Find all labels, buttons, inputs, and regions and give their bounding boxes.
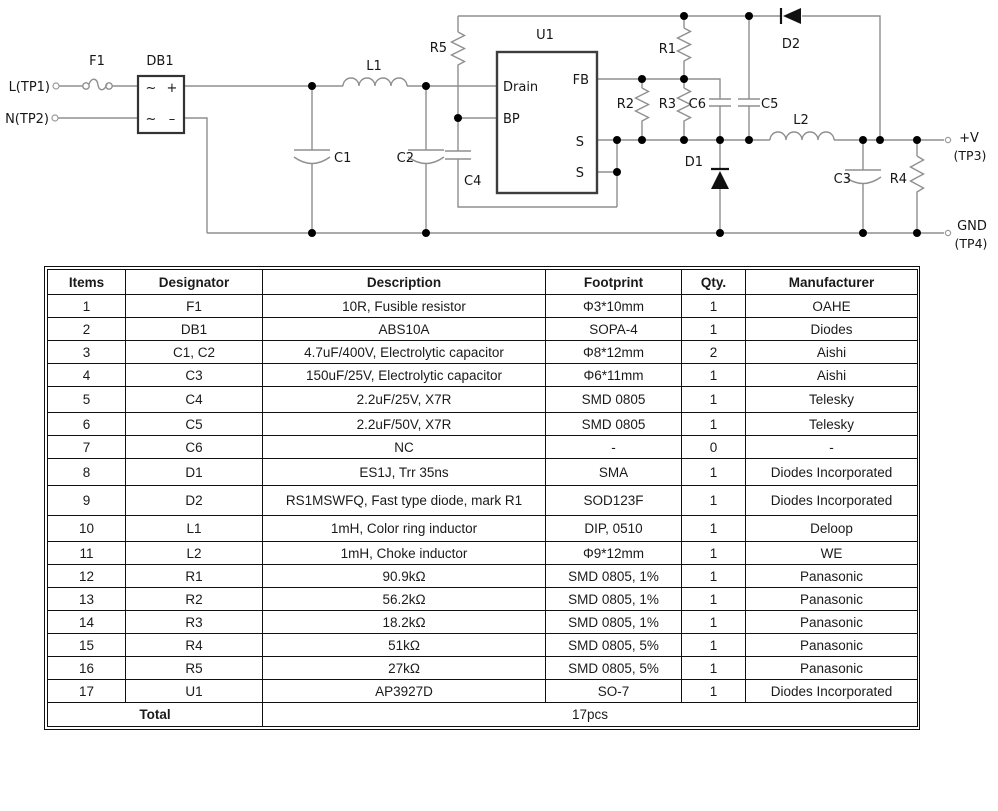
u1-pin-bp: BP (503, 112, 520, 127)
bom-cell: 3 (48, 341, 126, 364)
bom-cell: F1 (126, 295, 263, 318)
label-l1: L1 (366, 59, 382, 74)
diode-d1-symbol (711, 169, 729, 189)
capacitor-c5-symbol (738, 99, 760, 106)
bom-cell: SMD 0805, 5% (546, 634, 682, 657)
bom-table (47, 269, 918, 727)
circuit-schematic (0, 0, 998, 268)
bom-cell: 13 (48, 588, 126, 611)
bom-cell: OAHE (746, 295, 918, 318)
bom-cell: 1 (682, 565, 746, 588)
junction-dot (859, 229, 867, 237)
table-row (48, 588, 918, 611)
bom-cell: NC (263, 436, 546, 459)
col-header-footprint: Footprint (546, 270, 682, 295)
bom-cell: 2.2uF/50V, X7R (263, 413, 546, 436)
schematic-canvas (0, 0, 998, 263)
db1-minus-mark: – (168, 112, 176, 127)
terminal-tp4 (945, 230, 950, 235)
label-tp3: (TP3) (953, 148, 987, 163)
junction-dot (422, 229, 430, 237)
table-row (48, 542, 918, 565)
fuse-f1-symbol (83, 79, 112, 90)
terminal-tp1 (53, 83, 59, 89)
col-header-qty: Qty. (682, 270, 746, 295)
label-gnd: GND (957, 219, 987, 234)
junction-dot (308, 229, 316, 237)
total-row (48, 703, 918, 727)
label-c5: C5 (761, 97, 779, 112)
table-row (48, 486, 918, 516)
label-line-terminal: L(TP1) (8, 80, 50, 95)
bom-cell: C3 (126, 364, 263, 387)
bom-cell: Panasonic (746, 634, 918, 657)
bom-cell: Telesky (746, 387, 918, 413)
bom-cell: 18.2kΩ (263, 611, 546, 634)
junction-dot (638, 136, 646, 144)
junction-dots (308, 12, 921, 237)
table-row (48, 611, 918, 634)
junction-dot (613, 136, 621, 144)
bom-cell: 1 (682, 516, 746, 542)
header-row (48, 270, 918, 295)
bom-cell: C1, C2 (126, 341, 263, 364)
bom-cell: Diodes (746, 318, 918, 341)
bom-footer (48, 703, 918, 727)
bom-cell: 8 (48, 459, 126, 486)
bom-cell: 9 (48, 486, 126, 516)
bom-cell: Panasonic (746, 588, 918, 611)
u1-pin-s2: S (575, 166, 584, 181)
bom-cell: ABS10A (263, 318, 546, 341)
bom-cell: 51kΩ (263, 634, 546, 657)
label-u1: U1 (536, 28, 554, 43)
total-value: 17pcs (263, 703, 918, 727)
bom-cell: L1 (126, 516, 263, 542)
bom-cell: Telesky (746, 413, 918, 436)
bom-cell: 4 (48, 364, 126, 387)
label-d1: D1 (684, 155, 703, 170)
label-r4: R4 (889, 172, 907, 187)
u1-pin-drain: Drain (503, 80, 539, 95)
bom-cell: R4 (126, 634, 263, 657)
bom-cell: Φ9*12mm (546, 542, 682, 565)
bom-cell: Panasonic (746, 565, 918, 588)
bom-cell: DB1 (126, 318, 263, 341)
table-row (48, 295, 918, 318)
label-c1: C1 (334, 151, 352, 166)
bom-cell: 150uF/25V, Electrolytic capacitor (263, 364, 546, 387)
bom-cell: SOD123F (546, 486, 682, 516)
bom-cell: 2 (682, 341, 746, 364)
bom-cell: 1 (682, 413, 746, 436)
resistor-r4-symbol (911, 156, 924, 198)
bom-table-wrap (44, 266, 920, 730)
label-c3: C3 (833, 172, 851, 187)
bom-header (48, 270, 918, 295)
table-row (48, 680, 918, 703)
u1-pin-s1: S (575, 135, 584, 150)
junction-dot (638, 75, 646, 83)
bom-cell: 5 (48, 387, 126, 413)
resistor-r2-symbol (636, 88, 649, 124)
bom-cell: Panasonic (746, 611, 918, 634)
bom-cell: Diodes Incorporated (746, 680, 918, 703)
junction-dot (716, 229, 724, 237)
bom-cell: DIP, 0510 (546, 516, 682, 542)
bom-cell: 10 (48, 516, 126, 542)
junction-dot (716, 136, 724, 144)
bom-cell: 1 (682, 486, 746, 516)
label-f1: F1 (89, 54, 105, 69)
junction-dot (745, 12, 753, 20)
bom-cell: 1 (682, 318, 746, 341)
bom-cell: SMD 0805, 1% (546, 588, 682, 611)
db1-ac-bottom-mark: ~ (145, 112, 157, 127)
bom-cell: Φ3*10mm (546, 295, 682, 318)
bom-cell: C5 (126, 413, 263, 436)
label-neutral-terminal: N(TP2) (5, 112, 49, 127)
capacitor-c4-symbol (445, 151, 471, 159)
bom-cell: SMD 0805, 5% (546, 657, 682, 680)
u1-pin-fb: FB (572, 73, 589, 88)
bom-cell: RS1MSWFQ, Fast type diode, mark R1 (263, 486, 546, 516)
bom-cell: 90.9kΩ (263, 565, 546, 588)
table-row (48, 341, 918, 364)
bom-cell: 1 (682, 542, 746, 565)
junction-dot (680, 12, 688, 20)
bom-cell: - (546, 436, 682, 459)
capacitor-c1-symbol (294, 150, 330, 164)
bom-cell: - (746, 436, 918, 459)
bom-cell: 1 (682, 634, 746, 657)
bom-cell: 56.2kΩ (263, 588, 546, 611)
capacitor-c6-symbol (709, 99, 731, 106)
label-vplus: +V (959, 131, 979, 146)
inductor-l1-symbol (343, 78, 407, 86)
label-db1: DB1 (146, 54, 174, 69)
bom-cell: 1 (682, 611, 746, 634)
junction-dot (859, 136, 867, 144)
bom-cell: Deloop (746, 516, 918, 542)
table-row (48, 436, 918, 459)
db1-ac-top-mark: ~ (145, 81, 157, 96)
bom-cell: SMD 0805 (546, 387, 682, 413)
junction-dot (454, 114, 462, 122)
label-c2: C2 (396, 151, 414, 166)
bom-cell: 1mH, Choke inductor (263, 542, 546, 565)
label-l2: L2 (793, 113, 809, 128)
junction-dot (745, 136, 753, 144)
bom-cell: SO-7 (546, 680, 682, 703)
bom-cell: 0 (682, 436, 746, 459)
bom-cell: 1 (682, 364, 746, 387)
bom-cell: 14 (48, 611, 126, 634)
junction-dot (680, 75, 688, 83)
bom-cell: Panasonic (746, 657, 918, 680)
bom-cell: D1 (126, 459, 263, 486)
wire-dc-minus (184, 118, 207, 233)
bom-cell: 1 (682, 657, 746, 680)
bom-cell: 6 (48, 413, 126, 436)
junction-dot (422, 82, 430, 90)
bom-cell: D2 (126, 486, 263, 516)
junction-dot (613, 168, 621, 176)
bom-cell: 27kΩ (263, 657, 546, 680)
junction-dot (913, 136, 921, 144)
col-header-description: Description (263, 270, 546, 295)
bom-cell: ES1J, Trr 35ns (263, 459, 546, 486)
table-row (48, 413, 918, 436)
label-c6: C6 (688, 97, 706, 112)
col-header-manufacturer: Manufacturer (746, 270, 918, 295)
bom-cell: Aishi (746, 364, 918, 387)
bom-cell: 15 (48, 634, 126, 657)
bom-cell: 1 (682, 295, 746, 318)
label-r1: R1 (658, 42, 676, 57)
label-r5: R5 (429, 41, 447, 56)
bom-cell: L2 (126, 542, 263, 565)
resistor-r1-symbol (678, 28, 691, 64)
bom-cell: R1 (126, 565, 263, 588)
bom-cell: 12 (48, 565, 126, 588)
bom-cell: 2.2uF/25V, X7R (263, 387, 546, 413)
table-row (48, 459, 918, 486)
bom-cell: 11 (48, 542, 126, 565)
bom-cell: Aishi (746, 341, 918, 364)
junction-dot (308, 82, 316, 90)
bom-cell: 1 (682, 588, 746, 611)
bom-cell: SMD 0805 (546, 413, 682, 436)
bom-cell: R2 (126, 588, 263, 611)
bom-cell: SOPA-4 (546, 318, 682, 341)
bom-cell: 7 (48, 436, 126, 459)
bom-cell: 2 (48, 318, 126, 341)
bom-cell: SMD 0805, 1% (546, 565, 682, 588)
bom-cell: WE (746, 542, 918, 565)
label-tp4: (TP4) (954, 236, 988, 251)
table-row (48, 565, 918, 588)
bom-cell: Diodes Incorporated (746, 486, 918, 516)
table-row (48, 387, 918, 413)
bom-cell: 1 (682, 680, 746, 703)
bom-body (48, 295, 918, 703)
table-row (48, 516, 918, 542)
table-row (48, 318, 918, 341)
label-c4: C4 (464, 174, 482, 189)
db1-plus-mark: + (166, 81, 178, 96)
junction-dot (876, 136, 884, 144)
bom-cell: U1 (126, 680, 263, 703)
label-r2: R2 (616, 97, 634, 112)
inductor-l2-symbol (770, 132, 834, 140)
table-row (48, 634, 918, 657)
col-header-designator: Designator (126, 270, 263, 295)
total-label: Total (48, 703, 263, 727)
bom-cell: R5 (126, 657, 263, 680)
bom-cell: Diodes Incorporated (746, 459, 918, 486)
bom-cell: SMA (546, 459, 682, 486)
junction-dot (913, 229, 921, 237)
bom-cell: C4 (126, 387, 263, 413)
terminal-tp3 (945, 137, 950, 142)
bom-cell: SMD 0805, 1% (546, 611, 682, 634)
label-r3: R3 (658, 97, 676, 112)
diode-d2-symbol (781, 8, 801, 24)
bom-cell: 4.7uF/400V, Electrolytic capacitor (263, 341, 546, 364)
table-row (48, 657, 918, 680)
bom-cell: 1 (682, 459, 746, 486)
terminal-tp2 (52, 115, 58, 121)
bom-cell: Φ6*11mm (546, 364, 682, 387)
bom-cell: 16 (48, 657, 126, 680)
bom-cell: 17 (48, 680, 126, 703)
table-row (48, 364, 918, 387)
resistor-r5-symbol (452, 32, 465, 68)
bom-cell: AP3927D (263, 680, 546, 703)
bom-cell: 1 (48, 295, 126, 318)
col-header-items: Items (48, 270, 126, 295)
bom-cell: Φ8*12mm (546, 341, 682, 364)
bom-cell: 1mH, Color ring inductor (263, 516, 546, 542)
bom-cell: C6 (126, 436, 263, 459)
junction-dot (680, 136, 688, 144)
bom-cell: 10R, Fusible resistor (263, 295, 546, 318)
label-d2: D2 (781, 37, 801, 52)
bom-cell: 1 (682, 387, 746, 413)
bom-cell: R3 (126, 611, 263, 634)
